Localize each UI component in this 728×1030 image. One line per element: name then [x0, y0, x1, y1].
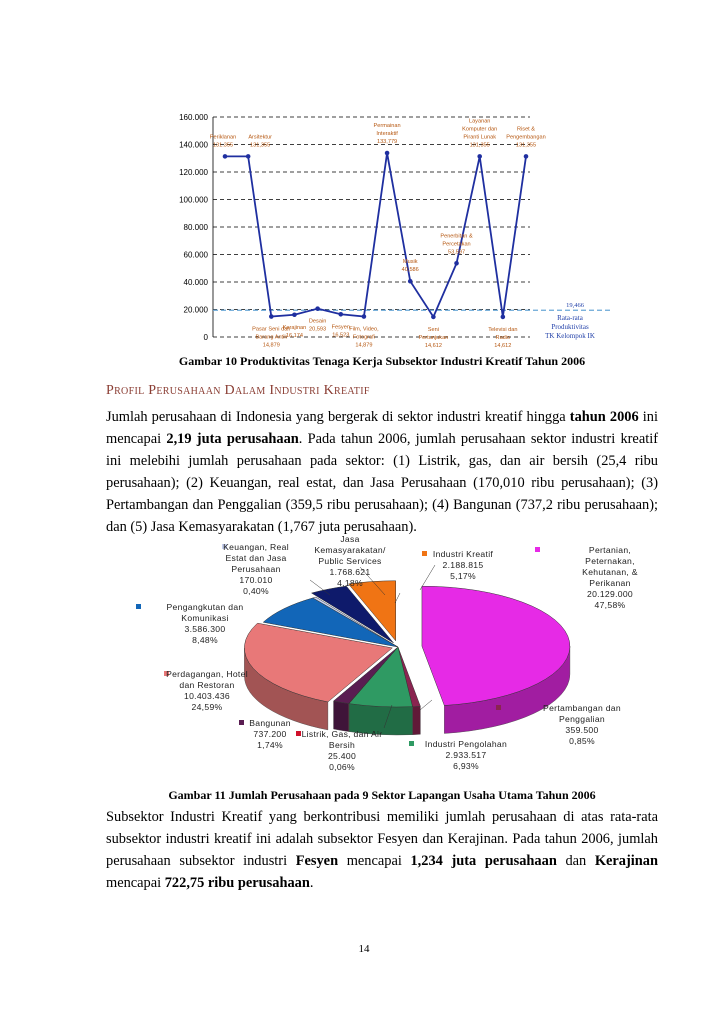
point-label-line: Film, Video, — [349, 326, 379, 333]
y-axis-tick-labels — [179, 113, 208, 342]
point-label — [332, 324, 350, 338]
productivity-series-line — [225, 153, 526, 317]
paragraph-text: Subsektor Industri Kreatif yang berkontribusi memiliki jumlah perusahaan di atas rata-rata subsektor industri kreatif ini adalah subsektor Fesyen dan Kerajinan. Pada tahun 2006, jumlah perusahaan subsektor industri — [106, 809, 658, 869]
y-tick-label: 160.000 — [179, 113, 208, 122]
point-label-line: 131,355 — [515, 142, 537, 149]
data-point — [524, 154, 529, 159]
point-label — [374, 123, 401, 145]
paragraph-text: dan — [556, 853, 595, 869]
data-point — [454, 261, 459, 266]
pie-label-line: 3.586.300 — [184, 624, 226, 634]
data-point — [246, 154, 251, 159]
companies-pie-chart — [0, 525, 728, 780]
paragraph-bold: Kerajinan — [594, 853, 658, 869]
data-point — [315, 306, 320, 311]
pie-label-line: 0,40% — [243, 586, 269, 596]
pie-label-line: Listrik, Gas, dan Air — [301, 729, 383, 739]
pie-slice-label — [433, 549, 494, 581]
pie-label-line: Estat dan Jasa — [225, 553, 287, 563]
pie-label-line: 4,18% — [337, 578, 363, 588]
pie-label-line: 20.129.000 — [586, 589, 634, 599]
point-label-line: 16,174 — [285, 332, 304, 339]
point-label-line: Pertunjukan — [418, 334, 449, 341]
point-label-line: Penerbitan & — [440, 233, 473, 240]
data-point — [269, 314, 274, 319]
paragraph-text: Jumlah perusahaan di Indonesia yang bergerak di sektor industri kreatif hingga — [106, 409, 570, 425]
point-label-line: Periklanan — [209, 134, 237, 141]
point-label-line: Kerajinan — [282, 324, 307, 331]
point-label-line: Musik — [402, 259, 418, 266]
point-label — [506, 126, 546, 148]
y-tick-label: 120.000 — [179, 168, 208, 177]
point-label-line: 14,612 — [494, 342, 512, 349]
pie-slice-label — [314, 534, 386, 588]
point-label — [440, 233, 473, 255]
pie-slice-label — [302, 729, 383, 772]
data-point — [223, 154, 228, 159]
point-label-line: Fotografi — [352, 334, 375, 341]
point-label-line: Pasar Seni dan — [252, 326, 291, 333]
pie-label-line: Pertambangan dan — [543, 703, 621, 713]
data-point — [362, 314, 367, 319]
point-label-line: 14,879 — [262, 342, 280, 349]
pie-label-line: 24,59% — [191, 702, 223, 712]
pie-label-line: 1.768.621 — [329, 567, 371, 577]
legend-swatch — [136, 604, 141, 609]
point-label-line: 131.355 — [212, 142, 234, 149]
paragraph-bold: 2,19 juta perusahaan — [166, 431, 299, 447]
pie-label-line: 1,74% — [257, 740, 283, 750]
pie-label-line: Jasa — [340, 534, 360, 544]
paragraph-bold: Fesyen — [295, 853, 339, 869]
paragraph-text: . Pada tahun 2006, jumlah perusahaan sektor industri kreatif ini melebihi jumlah perusahaan pada sektor: (1) Listrik, gas, dan air bersih (25,4 ribu perusahaan); (2) Keuangan, real estat, dan Jasa Perusahaan (170,010 ribu perusahaan); (3) Pertambangan dan Penggalian (359,5 ribu perusahaan); (4) Bangunan (737,2 ribu perusahaan); dan (5) Jasa Kemasyarakatan (1,767 juta perusahaan). — [106, 431, 658, 535]
productivity-line-chart — [0, 100, 728, 350]
pie-label-line: 359.500 — [565, 725, 599, 735]
point-label — [349, 327, 379, 349]
pie-label-line: Pengangkutan dan — [166, 602, 244, 612]
point-label-line: 133,779 — [376, 139, 398, 146]
pie-label-line: Kehutanan, & — [582, 567, 638, 577]
point-label-line: Arsitektur — [248, 134, 272, 141]
paragraph-text: mencapai — [338, 853, 411, 869]
pie-label-line: 47,58% — [594, 600, 626, 610]
average-value-label: 19,466 — [566, 302, 584, 310]
pie-slice-side — [334, 701, 349, 732]
pie-label-line: 0,06% — [329, 762, 355, 772]
average-label-line: Produktivitas — [551, 323, 589, 332]
pie-label-line: 8,48% — [192, 635, 218, 645]
pie-label-line: 2.933.517 — [445, 750, 487, 760]
pie-label-line: Peternakan, — [585, 556, 635, 566]
paragraph-text: mencapai — [106, 875, 165, 891]
pie-label-line: Bangunan — [249, 718, 291, 728]
pie-label-line: 170.010 — [239, 575, 273, 585]
pie-label-line: Penggalian — [558, 714, 606, 724]
point-label-line: Interaktif — [376, 131, 398, 138]
data-point — [385, 151, 390, 156]
pie-slices — [244, 581, 570, 735]
pie-slice-label — [425, 739, 507, 771]
data-point — [477, 154, 482, 159]
pie-label-line: Komunikasi — [181, 613, 229, 623]
point-label — [248, 134, 272, 148]
data-point — [338, 312, 343, 317]
figure-10-caption: Gambar 10 Produktivitas Tenaga Kerja Subsektor Industri Kreatif Tahun 2006 — [178, 354, 586, 368]
y-tick-label: 140.000 — [179, 140, 208, 150]
point-label-line: Barang Antik — [255, 334, 288, 341]
y-tick-label: 60.000 — [183, 250, 208, 260]
series-line — [225, 153, 526, 317]
pie-label-line: Industri Pengolahan — [424, 739, 508, 749]
y-tick-label: 100.000 — [179, 195, 208, 205]
data-point — [408, 279, 413, 284]
y-tick-label: 0 — [203, 333, 208, 342]
pie-label-line: Perikanan — [589, 578, 631, 588]
point-label-line: Piranti Lunak — [463, 134, 497, 141]
point-label-line: Komputer dan — [462, 126, 498, 133]
pie-label-line: 10.403.436 — [183, 691, 231, 701]
average-label-line: Rata-rata — [557, 314, 583, 323]
data-point — [292, 312, 297, 317]
pie-label-line: 6,93% — [453, 761, 479, 771]
point-label-line: Desain — [308, 318, 327, 325]
point-label-line: 53,597 — [447, 249, 466, 256]
pie-label-line: Industri Kreatif — [432, 549, 494, 559]
legend-swatch — [422, 551, 427, 556]
point-label — [488, 327, 517, 349]
point-label-line: 40,586 — [401, 267, 419, 274]
legend-swatch — [496, 705, 501, 710]
point-label-line: Televisi dan — [488, 326, 518, 333]
point-label-line: Radio — [495, 334, 511, 341]
pie-slice-label — [167, 602, 244, 645]
legend-swatch — [535, 547, 540, 552]
legend-swatch — [296, 731, 301, 736]
point-label-line: Riset & — [516, 126, 536, 133]
point-label-line: 20,593 — [309, 326, 327, 333]
point-label-line: Pengembangan — [506, 134, 546, 141]
paragraph-company-count — [106, 406, 658, 538]
point-label — [309, 319, 326, 333]
point-label — [210, 134, 236, 148]
point-label-line: 14,879 — [355, 342, 373, 349]
pie-label-line: Perusahaan — [231, 564, 281, 574]
paragraph-bold: tahun 2006 — [569, 409, 639, 425]
data-point — [501, 315, 506, 320]
pie-slice-label — [582, 545, 638, 610]
average-label-line: TK Kelompok IK — [545, 332, 595, 341]
point-label-line: 16,523 — [332, 332, 350, 339]
pie-label-line: Perdagangan, Hotel — [166, 669, 248, 679]
paragraph-bold: 722,75 ribu perusahaan — [164, 875, 310, 891]
point-label-line: 131,355 — [469, 142, 490, 149]
pie-label-line: Public Services — [318, 556, 382, 566]
point-label-line: Layanan — [468, 118, 491, 125]
paragraph-text: . — [309, 875, 314, 891]
point-label — [462, 118, 497, 148]
legend-swatch — [409, 741, 414, 746]
pie-slice-label — [249, 718, 291, 750]
pie-label-line: Bersih — [328, 740, 356, 750]
y-tick-label: 20.000 — [183, 305, 208, 315]
figure-11-caption: Gambar 11 Jumlah Perusahaan pada 9 Sektor Lapangan Usaha Utama Tahun 2006 — [168, 788, 596, 802]
pie-label-line: Keuangan, Real — [223, 542, 289, 552]
pie-label-line: Pertanian, — [588, 545, 632, 555]
y-tick-label: 80.000 — [183, 223, 208, 232]
chart-gridlines — [213, 117, 530, 337]
pie-label-line: dan Restoran — [179, 680, 235, 690]
point-label-line: Permainan — [373, 123, 401, 130]
point-label-line: 14,612 — [424, 342, 442, 349]
pie-label-line: 25.400 — [327, 751, 357, 761]
point-label — [402, 259, 419, 273]
y-tick-label: 40.000 — [183, 278, 208, 287]
pie-slice-side — [413, 706, 421, 734]
pie-label-line: 2.188.815 — [442, 560, 484, 570]
legend-swatch — [239, 720, 244, 725]
leader-line — [420, 700, 432, 710]
pie-slice-label — [223, 542, 289, 596]
paragraph-text: ini mencapai — [106, 409, 658, 447]
paragraph-bold: 1,234 juta perusahaan — [410, 853, 557, 869]
point-label-line: Percetakan — [442, 241, 471, 248]
section-heading: Profil Perusahaan Dalam Industri Kreatif — [106, 383, 370, 398]
pie-label-line: 0,85% — [569, 736, 595, 746]
point-label — [418, 327, 448, 349]
paragraph-above-average — [106, 806, 658, 894]
point-label-line: Seni — [427, 326, 439, 333]
page-number: 14 — [358, 943, 370, 955]
pie-slice-label — [543, 703, 621, 746]
pie-label-line: 737.200 — [253, 729, 287, 739]
point-label-line: Fesyen — [331, 324, 350, 331]
pie-slice-label — [166, 669, 248, 712]
point-label-line: 131,355 — [250, 142, 271, 149]
pie-label-line: 5,17% — [450, 571, 476, 581]
data-point — [431, 315, 436, 320]
pie-label-line: Kemasyarakatan/ — [314, 545, 386, 555]
